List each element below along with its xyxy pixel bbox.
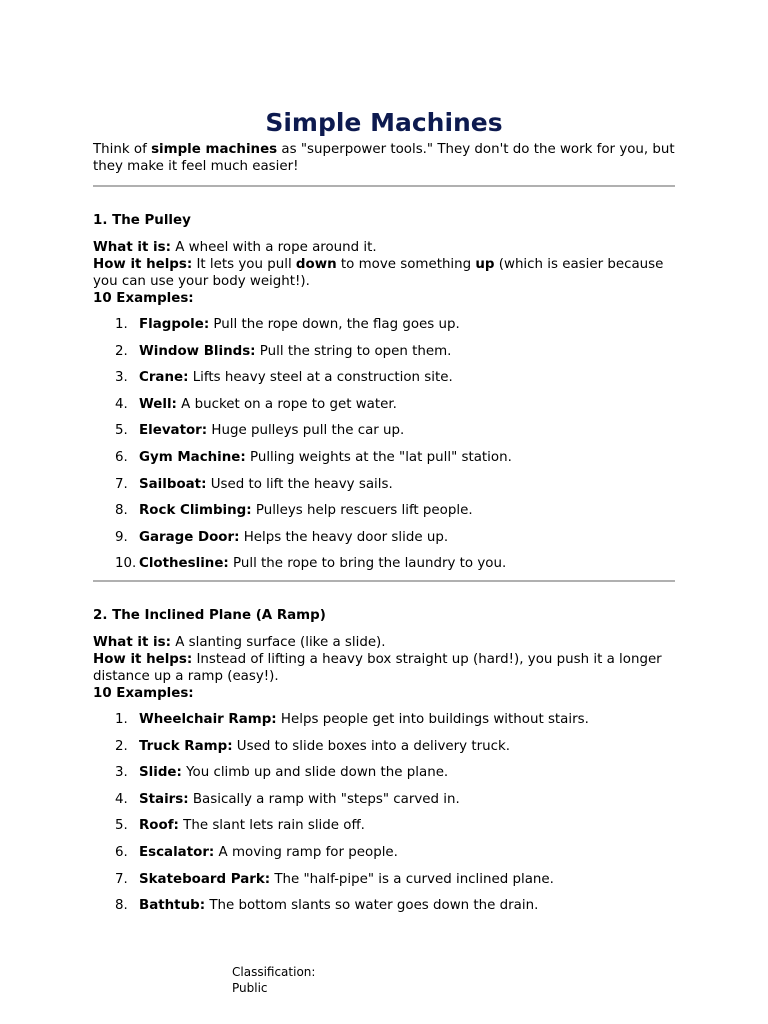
list-item-body <box>139 529 448 546</box>
section-pulley <box>93 212 675 582</box>
how-emphasis: down <box>295 257 337 272</box>
list-item-label: Stairs: <box>139 791 189 807</box>
list-item-label: Clothesline: <box>139 556 229 572</box>
list-item-text: Pulleys help rescuers lift people. <box>251 503 473 519</box>
list-item-text: A bucket on a rope to get water. <box>176 396 397 412</box>
list-item-text: Used to lift the heavy sails. <box>206 476 393 492</box>
list-item-body <box>139 369 453 386</box>
list-item-number: 4. <box>115 791 128 807</box>
section-description <box>93 634 675 702</box>
classification-footer <box>232 964 315 996</box>
list-item-label: Flagpole: <box>139 317 210 332</box>
list-item-text: Pull the rope to bring the laundry to you. <box>228 556 507 572</box>
list-item <box>93 791 675 818</box>
list-item-body <box>139 817 365 834</box>
list-item-label: Window Blinds: <box>139 343 256 359</box>
list-item <box>93 476 675 503</box>
list-item-number: 6. <box>115 449 128 465</box>
list-item-body <box>139 449 512 466</box>
intro-post: as "superpower tools." They don't do the work for you, but they make it feel much easier! <box>93 142 675 174</box>
list-item-number: 6. <box>115 844 128 860</box>
how-text-part: to move something <box>336 257 476 272</box>
list-item-body <box>139 502 473 519</box>
section-description <box>93 239 675 307</box>
list-item <box>93 369 675 396</box>
list-item-label: Crane: <box>139 370 189 386</box>
what-text: A slanting surface (like a slide). <box>170 635 386 650</box>
list-item-text: Pull the string to open them. <box>255 343 452 359</box>
section-inclined-plane <box>93 607 675 924</box>
list-item-body <box>139 897 538 914</box>
list-item <box>93 529 675 556</box>
list-item-number: 7. <box>115 476 128 492</box>
page-title: Simple Machines <box>265 108 503 137</box>
list-item <box>93 422 675 449</box>
list-item-label: Escalator: <box>139 844 215 860</box>
list-item-body <box>139 422 404 439</box>
examples-list <box>93 711 675 924</box>
list-item-number: 1. <box>115 317 128 332</box>
how-text-part: (which is easier because you can use your body weight!). <box>93 257 664 289</box>
how-emphasis: up <box>475 257 495 272</box>
list-item-body <box>139 396 397 413</box>
list-item-number: 7. <box>115 871 128 887</box>
list-item-text: You climb up and slide down the plane. <box>181 765 449 781</box>
list-item-body <box>139 343 451 360</box>
list-item-text: Helps the heavy door slide up. <box>239 529 449 545</box>
list-item-text: The "half-pipe" is a curved inclined plane. <box>270 871 554 887</box>
section-heading: 1. The Pulley <box>93 213 191 228</box>
classification-value: Public <box>232 981 268 995</box>
list-item-text: Used to slide boxes into a delivery truck. <box>232 738 510 754</box>
list-item-body <box>139 711 589 728</box>
how-label: How it helps: <box>93 652 193 667</box>
how-text-part: Instead of lifting a heavy box straight up (hard!), you push it a longer distance up a ramp (easy!). <box>93 652 662 684</box>
list-item-text: Helps people get into buildings without stairs. <box>276 712 589 727</box>
list-item <box>93 764 675 791</box>
list-item-label: Well: <box>139 396 177 412</box>
what-text: A wheel with a rope around it. <box>170 240 377 255</box>
list-item-text: Lifts heavy steel at a construction site. <box>188 370 453 386</box>
examples-label: 10 Examples: <box>93 291 194 306</box>
list-item <box>93 897 675 924</box>
intro-pre: Think of <box>93 142 152 157</box>
list-item-label: Skateboard Park: <box>139 871 271 887</box>
examples-list <box>93 316 675 582</box>
list-item-number: 1. <box>115 712 128 727</box>
list-item-text: Pull the rope down, the flag goes up. <box>209 317 460 332</box>
how-label: How it helps: <box>93 257 193 272</box>
list-item-number: 4. <box>115 396 128 412</box>
what-label: What it is: <box>93 635 171 650</box>
intro-bold: simple machines <box>151 142 278 157</box>
list-item-number: 2. <box>115 343 128 359</box>
what-label: What it is: <box>93 240 171 255</box>
list-item-label: Roof: <box>139 818 179 834</box>
list-item-label: Truck Ramp: <box>139 738 233 754</box>
list-item <box>93 449 675 476</box>
list-item-text: The slant lets rain slide off. <box>178 818 365 834</box>
list-item-label: Wheelchair Ramp: <box>139 712 277 727</box>
list-item <box>93 316 675 343</box>
list-item-number: 10. <box>115 556 137 572</box>
list-item-label: Rock Climbing: <box>139 503 252 519</box>
examples-label: 10 Examples: <box>93 686 194 701</box>
list-item <box>93 343 675 370</box>
list-item <box>93 555 675 582</box>
list-item-label: Gym Machine: <box>139 449 246 465</box>
list-item <box>93 738 675 765</box>
list-item-number: 8. <box>115 503 128 519</box>
divider <box>93 580 675 582</box>
list-item-text: The bottom slants so water goes down the drain. <box>205 898 539 914</box>
list-item <box>93 711 675 738</box>
list-item <box>93 871 675 898</box>
list-item-label: Garage Door: <box>139 529 240 545</box>
how-text-part: It lets you pull <box>192 257 296 272</box>
intro-paragraph <box>93 141 675 175</box>
list-item-body <box>139 316 460 333</box>
list-item-label: Slide: <box>139 765 182 781</box>
list-item-text: Pulling weights at the "lat pull" station. <box>245 449 512 465</box>
list-item-number: 8. <box>115 898 128 914</box>
list-item-number: 3. <box>115 370 128 386</box>
list-item-body <box>139 738 510 755</box>
section-heading: 2. The Inclined Plane (A Ramp) <box>93 608 326 623</box>
list-item-number: 9. <box>115 529 128 545</box>
list-item-number: 2. <box>115 738 128 754</box>
list-item-body <box>139 791 460 808</box>
list-item-text: A moving ramp for people. <box>214 844 398 860</box>
list-item-label: Bathtub: <box>139 898 206 914</box>
list-item-body <box>139 476 393 493</box>
list-item <box>93 844 675 871</box>
divider <box>93 185 675 187</box>
list-item <box>93 817 675 844</box>
list-item-text: Huge pulleys pull the car up. <box>207 423 405 439</box>
list-item-body <box>139 871 554 888</box>
list-item-body <box>139 555 506 572</box>
list-item <box>93 396 675 423</box>
list-item-number: 5. <box>115 818 128 834</box>
list-item-text: Basically a ramp with "steps" carved in. <box>188 791 460 807</box>
list-item <box>93 502 675 529</box>
list-item-body <box>139 764 448 781</box>
list-item-number: 3. <box>115 765 128 781</box>
classification-label: Classification: <box>232 965 316 979</box>
list-item-label: Elevator: <box>139 423 208 439</box>
list-item-body <box>139 844 398 861</box>
list-item-number: 5. <box>115 423 128 439</box>
list-item-label: Sailboat: <box>139 476 207 492</box>
